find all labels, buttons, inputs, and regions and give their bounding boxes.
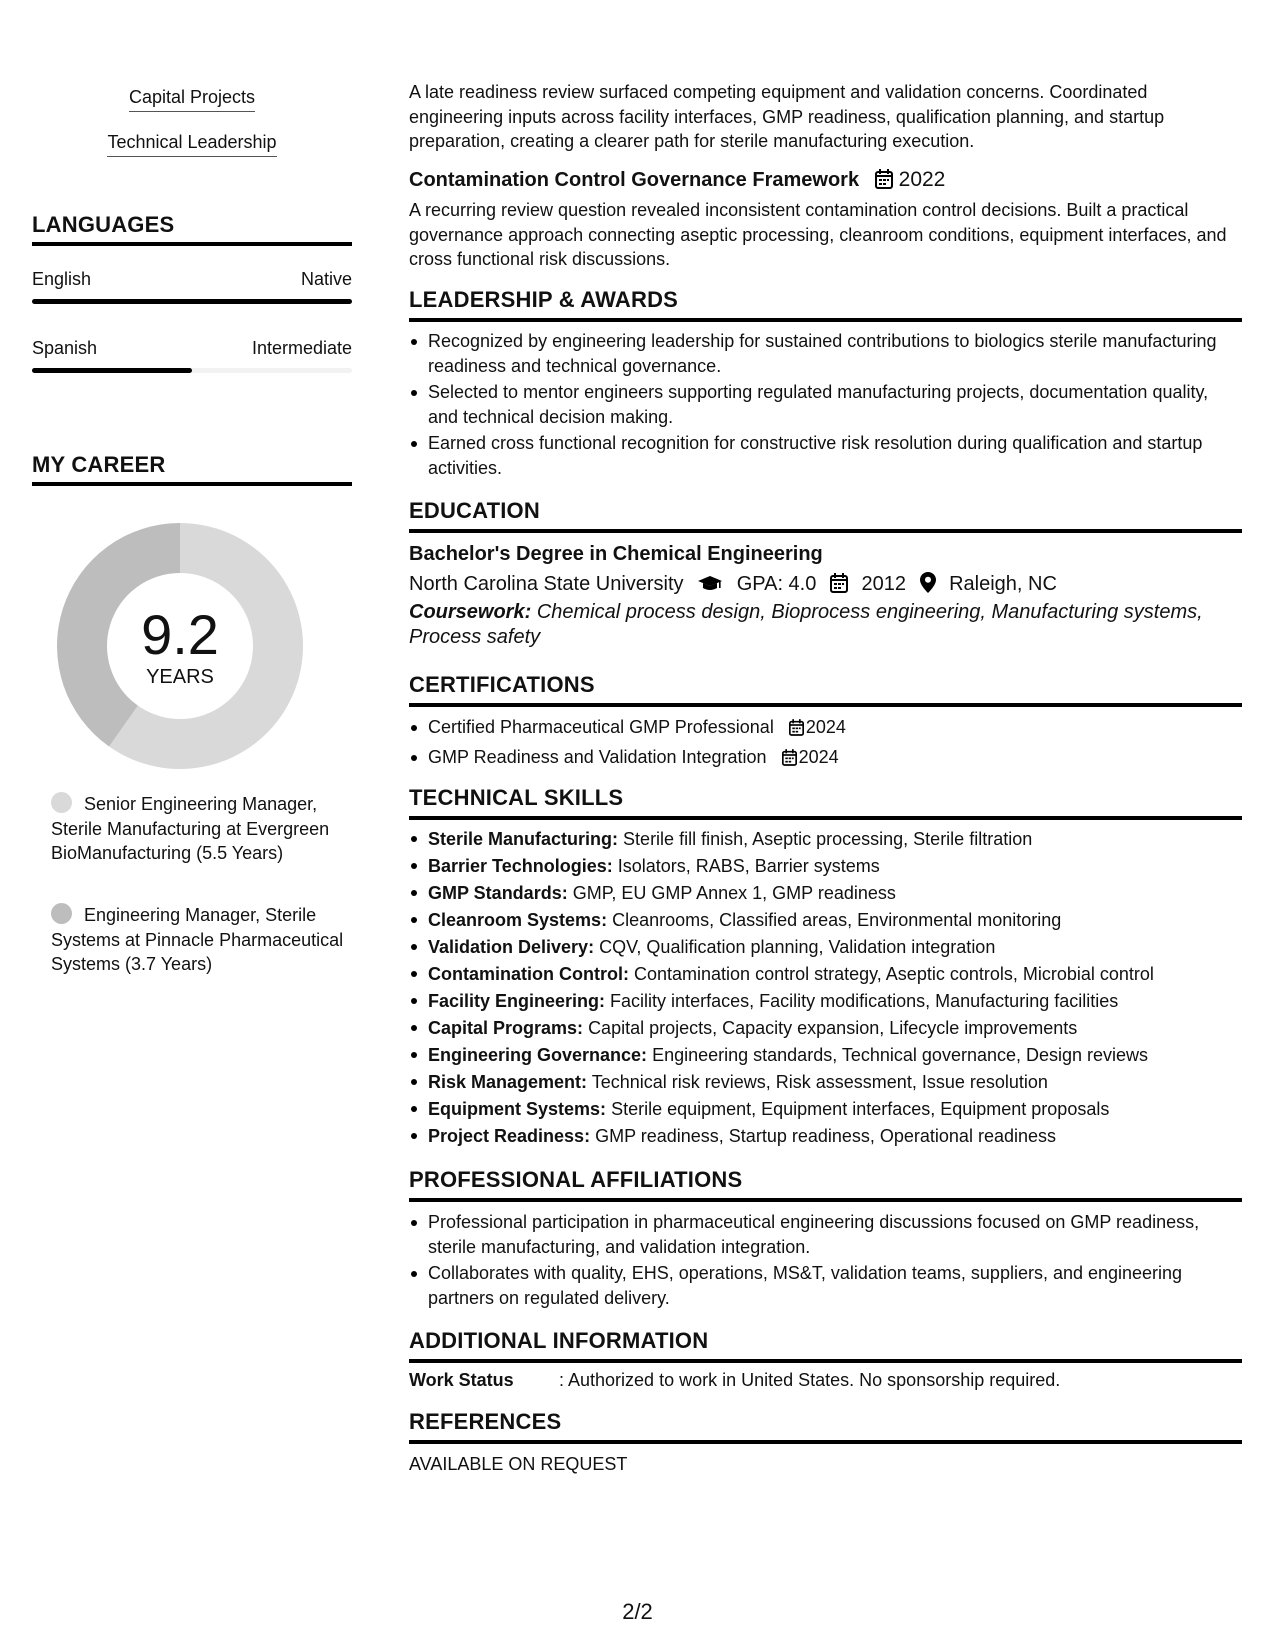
language-bar-fill (32, 299, 352, 304)
skill-value: Capital projects, Capacity expansion, Lifecycle improvements (588, 1018, 1078, 1038)
skill-item (409, 1096, 1242, 1123)
tag-label: Capital Projects (129, 86, 255, 112)
tag-label: Technical Leadership (107, 131, 276, 157)
affiliations-heading: PROFESSIONAL AFFILIATIONS (409, 1167, 1242, 1202)
coursework-text: Chemical process design, Bioprocess engineering, Manufacturing systems, Process safety (409, 601, 1203, 648)
school-name: North Carolina State University (409, 573, 684, 595)
career-heading: MY CAREER (32, 452, 352, 486)
skill-label: Contamination Control: (428, 964, 629, 984)
skill-item (409, 1042, 1242, 1069)
skill-value: Sterile equipment, Equipment interfaces, Equipment proposals (611, 1099, 1110, 1119)
skill-label: Project Readiness: (428, 1126, 591, 1146)
list-item: Selected to mentor engineers supporting regulated manufacturing projects, documentation quality, and technical decision making. (409, 380, 1242, 429)
references-heading: REFERENCES (409, 1409, 1242, 1444)
skill-label: Risk Management: (428, 1072, 588, 1092)
list-item: Collaborates with quality, EHS, operations, MS&T, validation teams, suppliers, and engineering partners on regulated delivery. (409, 1261, 1242, 1310)
career-total-value: 9.2 (141, 603, 219, 666)
project-title-text: Contamination Control Governance Framework (409, 169, 860, 191)
skills-list (409, 826, 1242, 1150)
project-paragraph: A recurring review question revealed inconsistent contamination control decisions. Built a practical governance approach connecting aseptic processing, cleanroom conditions, equipment interfaces, and cross functional risk discussions. (409, 200, 1227, 269)
career-item-text: Engineering Manager, Sterile Systems at Pinnacle Pharmaceutical Systems (3.7 Years) (51, 905, 344, 974)
skill-item (409, 1069, 1242, 1096)
career-legend-dot (51, 792, 72, 813)
language-row-english (32, 268, 352, 290)
skill-value: Engineering standards, Technical governance, Design reviews (652, 1045, 1149, 1065)
gpa: GPA: 4.0 (736, 573, 817, 595)
certification-year: 2024 (805, 717, 846, 737)
calendar-icon (789, 718, 804, 743)
references-text: AVAILABLE ON REQUEST (409, 1454, 628, 1474)
affiliations-list (409, 1210, 1242, 1310)
language-name: English (32, 269, 92, 289)
list-item (409, 745, 1242, 773)
skill-item (409, 988, 1242, 1015)
skill-value: GMP readiness, Startup readiness, Operational readiness (595, 1126, 1056, 1146)
skill-label: Facility Engineering: (428, 991, 606, 1011)
graduation-year: 2012 (861, 573, 906, 595)
graduation-cap-icon (697, 574, 723, 600)
skill-label: Equipment Systems: (428, 1099, 607, 1119)
skill-label: Capital Programs: (428, 1018, 584, 1038)
skill-label: Validation Delivery: (428, 937, 595, 957)
certifications-heading: CERTIFICATIONS (409, 672, 1242, 707)
calendar-icon (875, 169, 893, 196)
skill-label: GMP Standards: (428, 883, 568, 903)
education-heading: EDUCATION (409, 498, 1242, 533)
skill-label: Barrier Technologies: (428, 856, 613, 876)
language-level: Intermediate (251, 338, 352, 358)
skill-value: Cleanrooms, Classified areas, Environmental monitoring (612, 910, 1062, 930)
project-title (409, 167, 945, 196)
skill-label: Sterile Manufacturing: (428, 829, 619, 849)
career-item (51, 903, 351, 977)
education-location: Raleigh, NC (949, 573, 1057, 595)
language-bar-spanish (32, 368, 352, 373)
skill-item (409, 1015, 1242, 1042)
tag-technical-leadership[interactable] (32, 131, 352, 157)
skill-item (409, 907, 1242, 934)
career-legend-dot (51, 903, 72, 924)
coursework-label: Coursework: (409, 601, 532, 623)
list-item (409, 715, 1242, 743)
degree-title: Bachelor's Degree in Chemical Engineering (409, 543, 823, 565)
skill-value: Facility interfaces, Facility modifications, Manufacturing facilities (610, 991, 1119, 1011)
career-item (51, 792, 351, 866)
calendar-icon (782, 748, 797, 773)
skill-value: Isolators, RABS, Barrier systems (617, 856, 880, 876)
list-item: Earned cross functional recognition for constructive risk resolution during qualification and startup activities. (409, 431, 1242, 480)
career-item-text: Senior Engineering Manager, Sterile Manufacturing at Evergreen BioManufacturing (5.5 Years) (51, 794, 330, 863)
leadership-heading: LEADERSHIP & AWARDS (409, 287, 1242, 322)
skill-value: Contamination control strategy, Aseptic controls, Microbial control (634, 964, 1154, 984)
additional-info-heading: ADDITIONAL INFORMATION (409, 1328, 1242, 1363)
skill-item (409, 853, 1242, 880)
skill-value: GMP, EU GMP Annex 1, GMP readiness (572, 883, 896, 903)
certification-name: GMP Readiness and Validation Integration (428, 746, 767, 767)
skills-heading: TECHNICAL SKILLS (409, 785, 1242, 820)
skill-item (409, 826, 1242, 853)
skill-value: Sterile fill finish, Aseptic processing, Sterile filtration (623, 829, 1033, 849)
list-item: Recognized by engineering leadership for sustained contributions to biologics sterile manufacturing readiness and technical governance. (409, 329, 1242, 378)
page-number: 2/2 (622, 1599, 653, 1624)
project-paragraph: A late readiness review surfaced competing equipment and validation concerns. Coordinated engineering inputs across facility interfaces, GMP readiness, qualification planning, and startup preparation, creating a clearer path for sterile manufacturing execution. (409, 82, 1165, 151)
language-level: Native (300, 269, 352, 289)
skill-label: Engineering Governance: (428, 1045, 648, 1065)
skill-value: Technical risk reviews, Risk assessment, Issue resolution (591, 1072, 1048, 1092)
skill-item (409, 934, 1242, 961)
certifications-list (409, 715, 1242, 772)
career-total-unit: YEARS (146, 666, 214, 688)
work-status (409, 1369, 1060, 1391)
work-status-value: : Authorized to work in United States. No sponsorship required. (559, 1370, 1061, 1390)
education-meta (409, 571, 1057, 600)
skill-item (409, 1123, 1242, 1150)
location-pin-icon (920, 572, 936, 600)
calendar-icon (830, 573, 848, 600)
languages-heading: LANGUAGES (32, 212, 352, 246)
certification-name: Certified Pharmaceutical GMP Professional (428, 717, 774, 737)
language-bar-fill (32, 368, 192, 373)
language-name: Spanish (32, 338, 98, 358)
skill-value: CQV, Qualification planning, Validation integration (599, 937, 996, 957)
work-status-label: Work Status (409, 1370, 514, 1390)
list-item: Professional participation in pharmaceutical engineering discussions focused on GMP readiness, sterile manufacturing, and validation integration. (409, 1210, 1242, 1259)
language-row-spanish (32, 337, 352, 359)
coursework (409, 600, 1242, 650)
skill-label: Cleanroom Systems: (428, 910, 608, 930)
certification-year: 2024 (798, 746, 839, 767)
tag-capital-projects[interactable] (32, 86, 352, 112)
leadership-list (409, 329, 1242, 480)
project-year: 2022 (898, 168, 946, 191)
skill-item (409, 961, 1242, 988)
language-bar-english (32, 299, 352, 304)
skill-item (409, 880, 1242, 907)
